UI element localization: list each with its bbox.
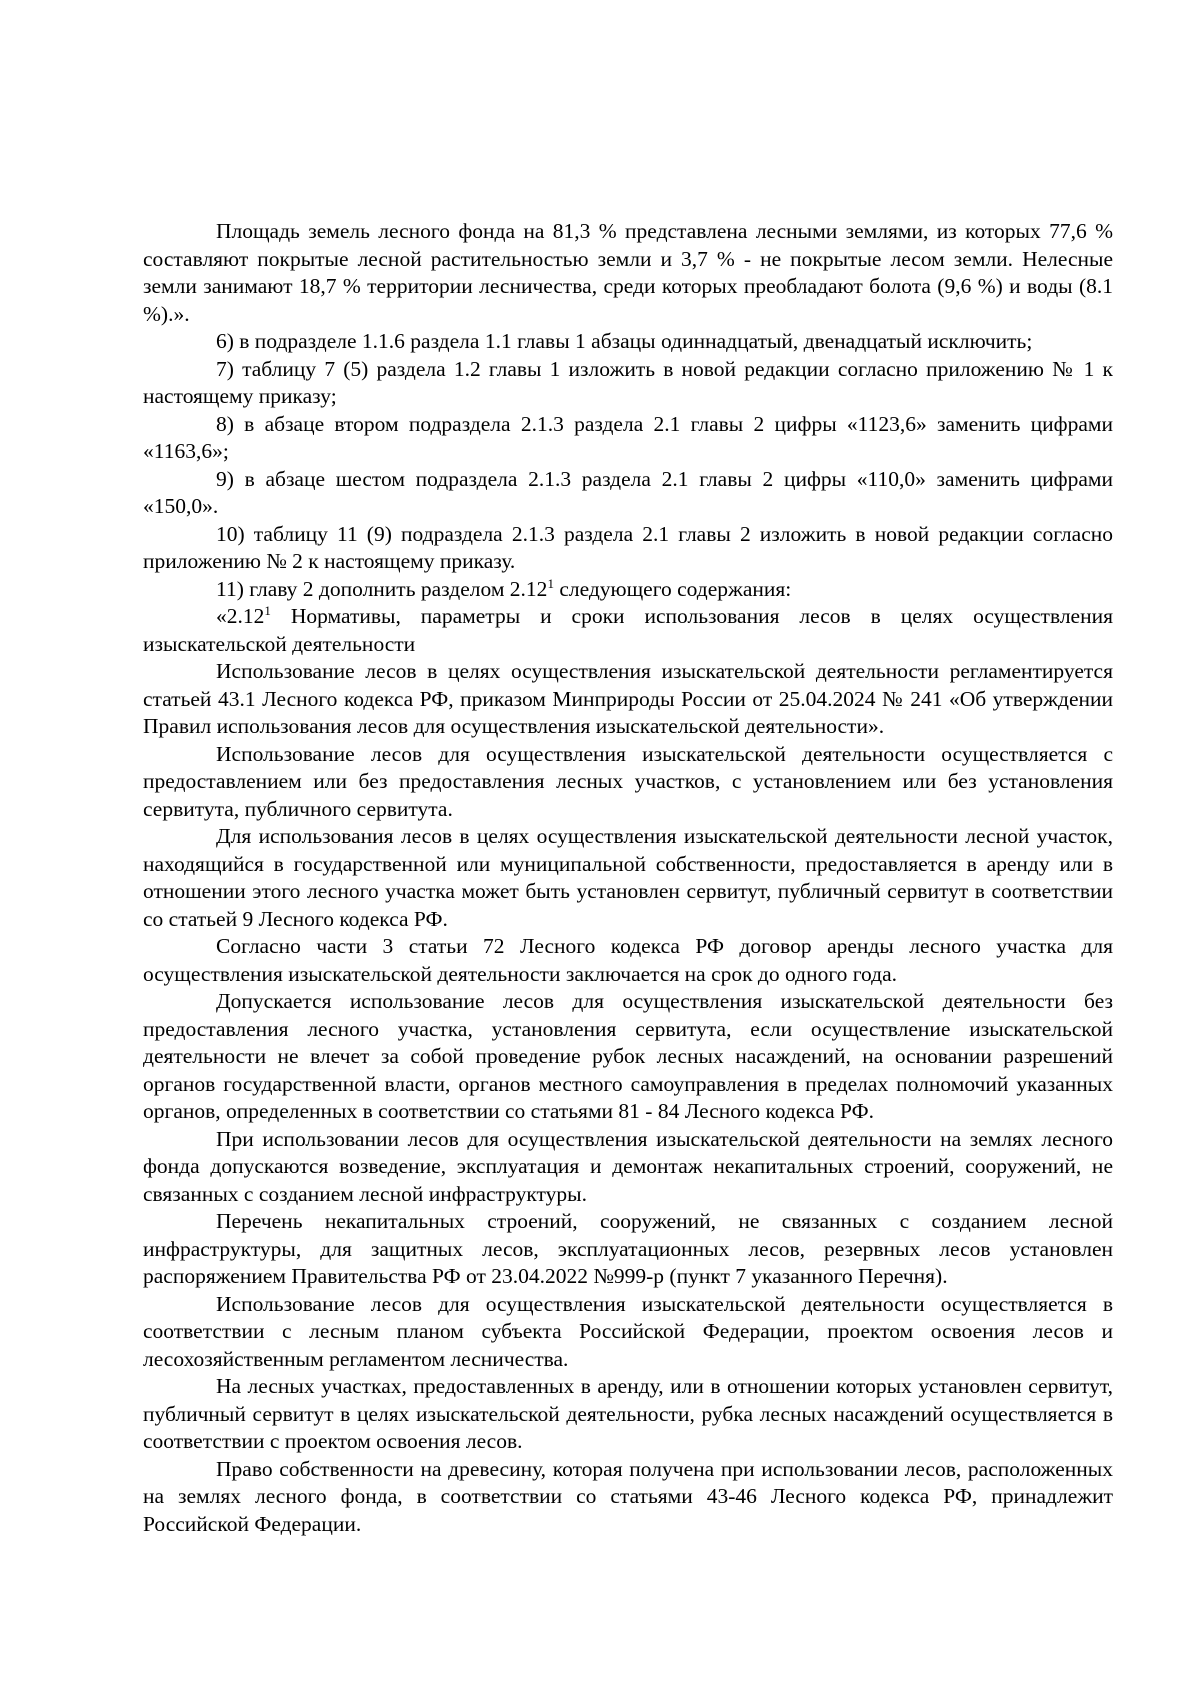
section-heading-2-12-1 xyxy=(143,603,1113,658)
paragraph-item-11-text-end: следующего содержания: xyxy=(553,576,792,601)
paragraph-item-11 xyxy=(143,576,1113,604)
paragraph-timber-ownership: Право собственности на древесину, которая получена при использовании лесов, расположенных на землях лесного фонда, в соответствии со статьями 43-46 Лесного кодекса РФ, принадлежит Российской Федерации. xyxy=(143,1456,1113,1536)
paragraph-forest-plan: Использование лесов для осуществления изыскательской деятельности осуществляется в соответствии с лесным планом субъекта Российской Федерации, проектом освоения лесов и лесохозяйственным регламентом лесничества. xyxy=(143,1291,1113,1371)
paragraph-usage-modes: Использование лесов для осуществления изыскательской деятельности осуществляется с предоставлением или без предоставления лесных участков, с установлением или без установления сервитута, публичного сервитута. xyxy=(143,741,1113,821)
paragraph-non-capital-structures: При использовании лесов для осуществления изыскательской деятельности на землях лесного фонда допускаются возведение, эксплуатация и демонтаж некапитальных строений, сооружений, не связанных с созданием лесной инфраструктуры. xyxy=(143,1126,1113,1206)
paragraph-logging: На лесных участках, предоставленных в аренду, или в отношении которых установлен сервитут, публичный сервитут в целях изыскательской деятельности, рубка лесных насаждений осуществляется в соответствии с проектом освоения лесов. xyxy=(143,1374,1113,1453)
paragraph-item-6: 6) в подразделе 1.1.6 раздела 1.1 главы 1 абзацы одиннадцатый, двенадцатый исключить; xyxy=(216,329,1033,353)
paragraph-item-9: 9) в абзаце шестом подраздела 2.1.3 раздела 2.1 главы 2 цифры «110,0» заменить цифрами «150,0». xyxy=(143,466,1113,518)
paragraph-lease: Для использования лесов в целях осуществления изыскательской деятельности лесной участок, находящийся в государственной или муниципальной собственности, предоставляется в аренду или в отношении этого лесного участка может быть установлен сервитут, публичный сервитут в соответствии со статьей 9 Лесного кодекса РФ. xyxy=(143,824,1113,931)
paragraph-regulation: Использование лесов в целях осуществления изыскательской деятельности регламентируется статьей 43.1 Лесного кодекса РФ, приказом Минприроды России от 25.04.2024 № 241 «Об утверждении Правил использования лесов для осуществления изыскательской деятельности». xyxy=(143,659,1113,738)
paragraph-item-7: 7) таблицу 7 (5) раздела 1.2 главы 1 изложить в новой редакции согласно приложению № 1 к настоящему приказу; xyxy=(143,356,1113,408)
paragraph-without-plot: Допускается использование лесов для осуществления изыскательской деятельности без предоставления лесного участка, установления сервитута, если осуществление изыскательской деятельности не влечет за собой проведение рубок лесных насаждений, на основании разрешений органов государственной власти, органов местного самоуправления в пределах полномочий указанных органов, определенных в соответствии со статьями 81 - 84 Лесного кодекса РФ. xyxy=(143,989,1113,1123)
superscript-1: 1 xyxy=(547,575,554,591)
superscript-1: 1 xyxy=(264,602,271,618)
document-body xyxy=(143,218,1113,1538)
paragraph-forest-land-area: Площадь земель лесного фонда на 81,3 % представлена лесными землями, из которых 77,6 % составляют покрытые лесной растительностью земли и 3,7 % - не покрытые лесом земли. Нелесные земли занимают 18,7 % территории лесничества, среди которых преобладают болота (9,6 %) и воды (8.1 %).». xyxy=(143,219,1113,326)
paragraph-item-11-text: 11) главу 2 дополнить разделом 2.12 xyxy=(216,576,548,601)
paragraph-lease-term: Согласно части 3 статьи 72 Лесного кодекса РФ договор аренды лесного участка для осуществления изыскательской деятельности заключается на срок до одного года. xyxy=(143,934,1113,986)
section-heading-title: Нормативы, параметры и сроки использования лесов в целях осуществления изыскательской деятельности xyxy=(143,604,1113,656)
paragraph-item-8: 8) в абзаце втором подраздела 2.1.3 раздела 2.1 главы 2 цифры «1123,6» заменить цифрами «1163,6»; xyxy=(143,411,1113,463)
paragraph-structures-list: Перечень некапитальных строений, сооружений, не связанных с созданием лесной инфраструктуры, для защитных лесов, эксплуатационных лесов, резервных лесов установлен распоряжением Правительства РФ от 23.04.2022 №999-р (пункт 7 указанного Перечня). xyxy=(143,1209,1113,1288)
section-heading-number: «2.12 xyxy=(216,604,265,628)
paragraph-item-10: 10) таблицу 11 (9) подраздела 2.1.3 раздела 2.1 главы 2 изложить в новой редакции согласно приложению № 2 к настоящему приказу. xyxy=(143,521,1113,573)
